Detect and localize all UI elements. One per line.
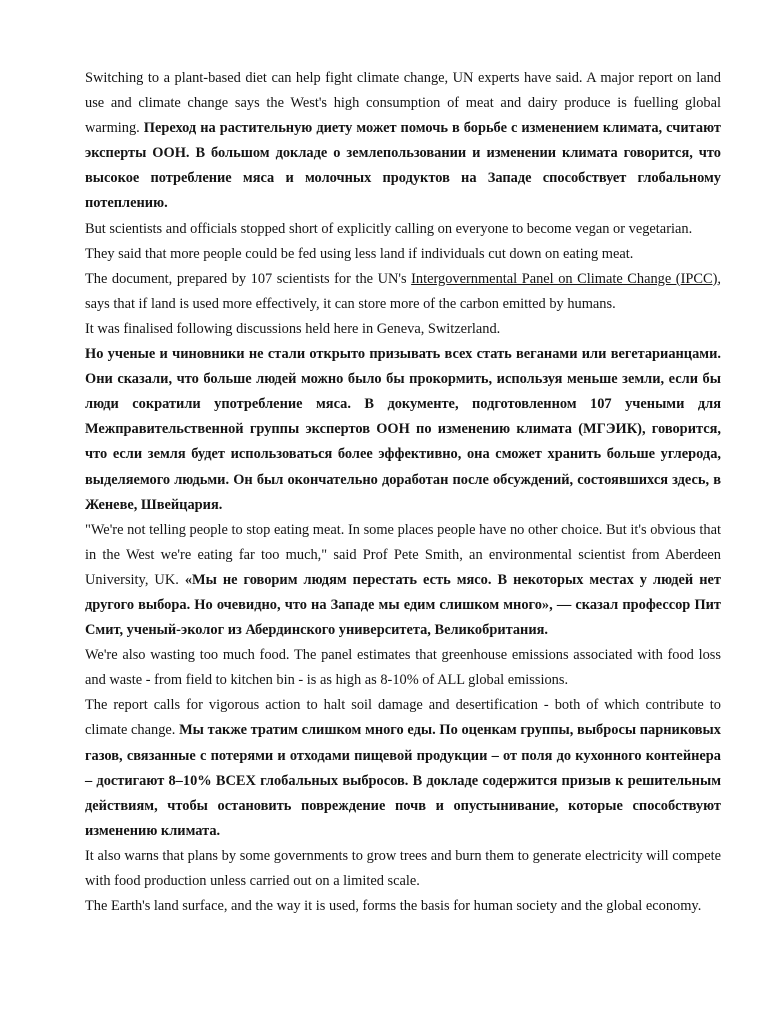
paragraph-soil-damage: [85, 693, 721, 844]
paragraph-english-text: Switching to a plant-based diet can help fight climate change, UN experts have said. A major report on land use and climate change says the West's high consumption of meat and dairy produce is fuelling global warming.: [85, 70, 721, 137]
paragraph-english-text: The report calls for vigorous action to halt soil damage and desertification - both of which contribute to climate change.: [85, 697, 721, 739]
paragraph-pete-smith-quote: [85, 518, 721, 643]
paragraph-plant-based-diet: [85, 66, 721, 217]
paragraph-russian-translation: Переход на растительную диету может помочь в борьбе с изменением климата, считают эксперты ООН. В большом докладе о землепользовании и изменении климата говорится, что высокое потребление мяса и молочных продуктов на Западе способствует глобальному потеплению.: [85, 120, 721, 212]
paragraph-russian-translation: «Мы не говорим людям перестать есть мясо. В некоторых местах у людей нет другого выбора. Но очевидно, что на Западе мы едим слишком много», — сказал профессор Пит Смит, ученый-эколог из Абердинского университета, Великобритания.: [85, 571, 721, 639]
paragraph-geneva: It was finalised following discussions held here in Geneva, Switzerland.: [85, 320, 501, 337]
document-page: [85, 66, 721, 919]
paragraph-food-waste: We're also wasting too much food. The panel estimates that greenhouse emissions associated with food loss and waste - from field to kitchen bin - is as high as 8-10% of ALL global emissions.: [85, 647, 721, 689]
paragraph-russian-translation: Мы также тратим слишком много еды. По оценкам группы, выбросы парниковых газов, связанные с потерями и отходами пищевой продукции – от поля до кухонного контейнера – достигают 8–10% ВСЕХ глобальных выбросов. В докладе содержится призыв к решительным действиям, чтобы остановить повреждение почв и опустынивание, которые способствуют изменению климата.: [85, 722, 721, 839]
paragraph-land-surface: The Earth's land surface, and the way it is used, forms the basis for human society and the global economy.: [85, 898, 702, 915]
paragraph-text-after-link: , says that if land is used more effectively, it can store more of the carbon emitted by humans.: [85, 270, 721, 312]
paragraph-fed-less-land: They said that more people could be fed using less land if individuals cut down on eating meat.: [85, 245, 634, 262]
paragraph-text-before-link: The document, prepared by 107 scientists for the UN's: [85, 270, 412, 287]
paragraph-trees-electricity: It also warns that plans by some governments to grow trees and burn them to generate electricity will compete with food production unless carried out on a limited scale.: [85, 847, 721, 889]
ipcc-link[interactable]: Intergovernmental Panel on Climate Change (IPCC): [411, 270, 718, 287]
paragraph-russian-vegan: Но ученые и чиновники не стали открыто призывать всех стать веганами или вегетарианцами. Они сказали, что больше людей можно было бы прокормить, используя меньше земли, если бы люди сократили употребление мяса. В документе, подготовленном 107 учеными для Межправительственной группы экспертов ООН по изменению климата (МГЭИК), говорится, что если земля будет использоваться более эффективно, она сможет хранить больше углерода, выделяемого людьми. Он был окончательно доработан после обсуждений, состоявшихся здесь, в Женеве, Швейцария.: [85, 346, 721, 513]
paragraph-ipcc-document: [85, 267, 721, 317]
paragraph-stopped-short: But scientists and officials stopped short of explicitly calling on everyone to become vegan or vegetarian.: [85, 220, 693, 237]
paragraph-english-text: "We're not telling people to stop eating meat. In some places people have no other choice. But it's obvious that in the West we're eating far too much," said Prof Pete Smith, an environmental scientist from Aberdeen University, UK.: [85, 521, 721, 588]
